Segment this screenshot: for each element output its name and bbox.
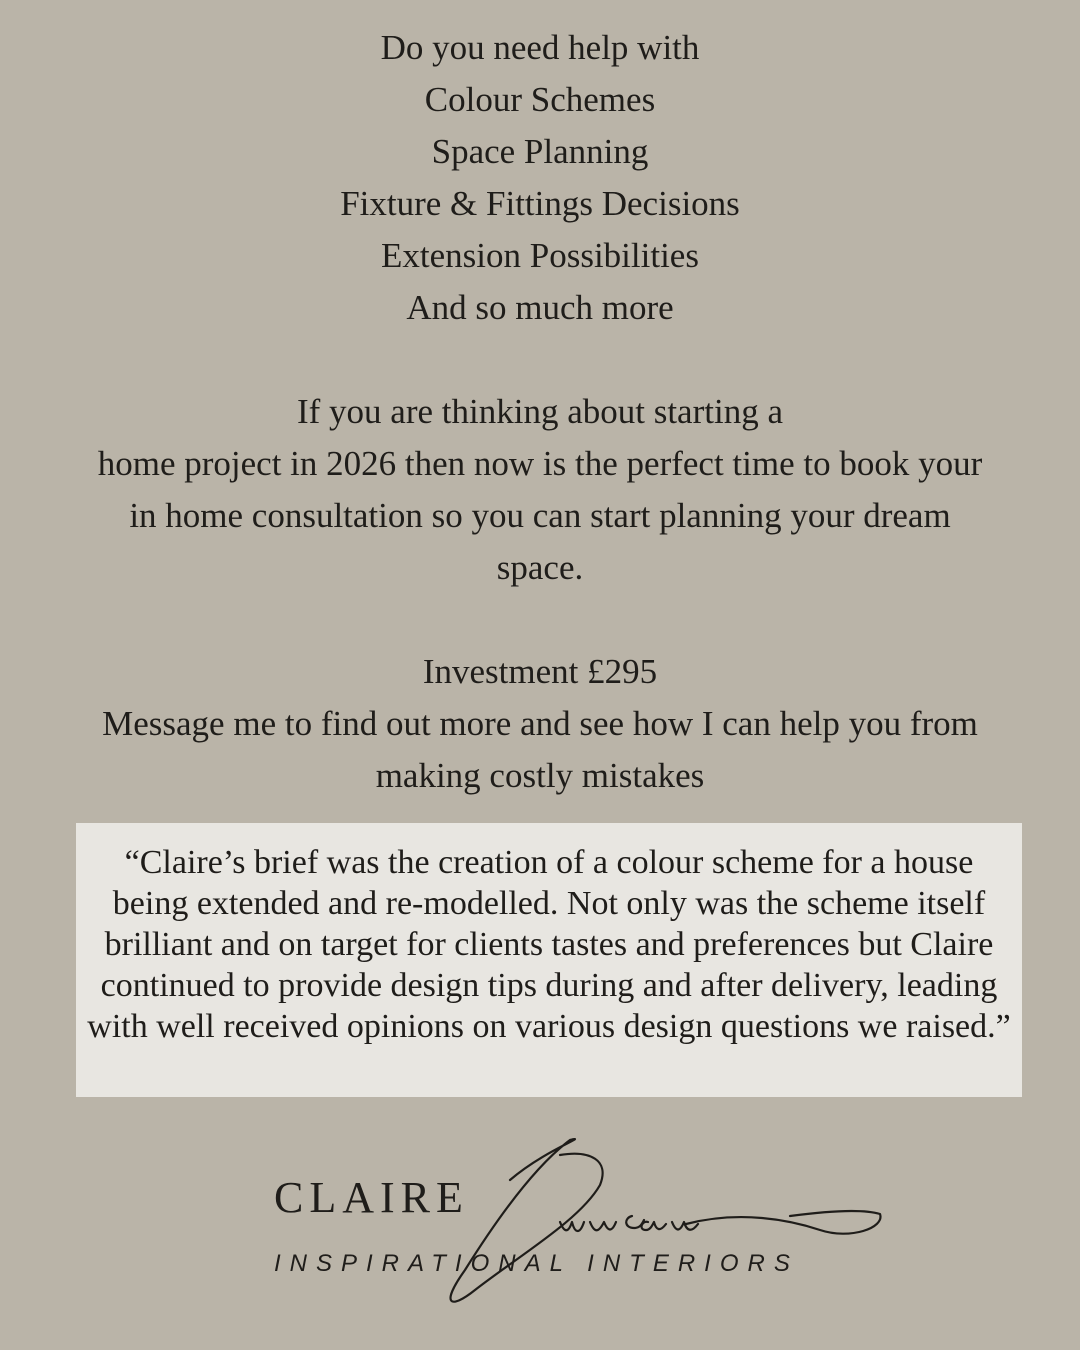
service-item-fixtures-fittings: Fixture & Fittings Decisions xyxy=(340,184,740,223)
service-item-space-planning: Space Planning xyxy=(431,132,649,171)
service-item-extension: Extension Possibilities xyxy=(381,236,699,275)
services-intro: Do you need help with xyxy=(380,28,700,67)
investment-price: Investment £295 xyxy=(422,652,658,691)
brand-logo xyxy=(260,1130,900,1320)
consultation-line: If you are thinking about starting a xyxy=(297,392,783,431)
service-item-colour-schemes: Colour Schemes xyxy=(424,80,656,119)
message-line: making costly mistakes xyxy=(375,756,705,795)
testimonial-text: “Claire’s brief was the creation of a colour scheme for a house being extended and re-modelled. Not only was the scheme itself brilliant and on target for clients tastes and preferences but Claire continued to provide design tips during and after delivery, leading with well received opinions on various design questions we raised.” xyxy=(87,844,1011,1045)
message-line: Message me to find out more and see how I can help you from xyxy=(102,704,978,743)
logo-tagline: INSPIRATIONAL INTERIORS xyxy=(274,1250,799,1277)
service-item-more: And so much more xyxy=(406,288,674,327)
services-list xyxy=(0,22,1080,334)
testimonial-box xyxy=(76,823,1022,1097)
logo-signature-script xyxy=(260,1130,900,1320)
logo-first-name: CLAIRE xyxy=(274,1173,469,1222)
consultation-paragraph xyxy=(60,386,1020,594)
offer-paragraph xyxy=(60,646,1020,802)
consultation-line: home project in 2026 then now is the perfect time to book your xyxy=(97,444,983,483)
consultation-line: space. xyxy=(496,548,584,587)
consultation-line: in home consultation so you can start planning your dream xyxy=(129,496,951,535)
